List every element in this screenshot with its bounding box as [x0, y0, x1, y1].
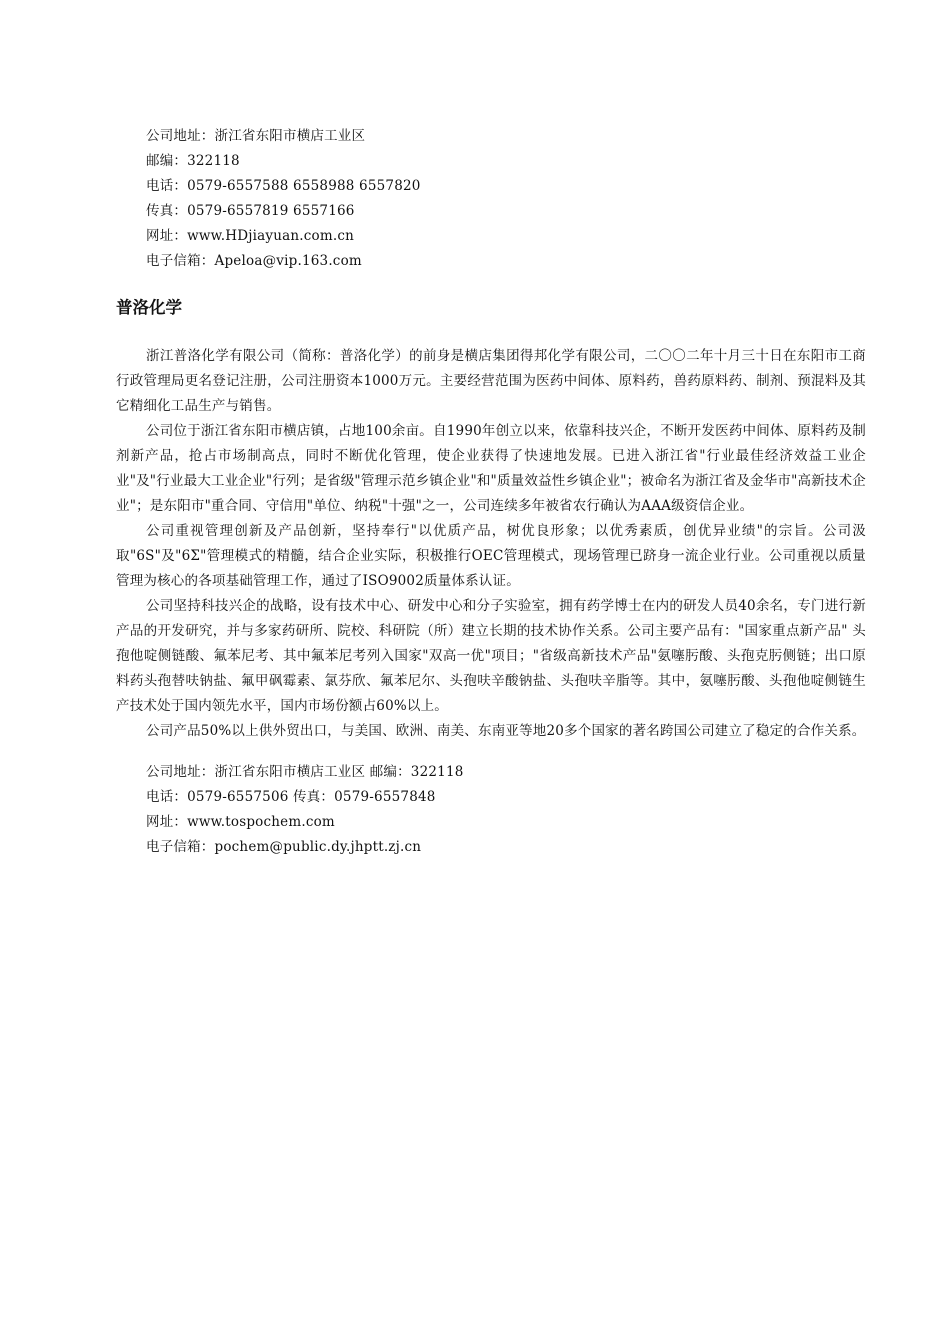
paragraph: 公司重视管理创新及产品创新，坚持奉行"以优质产品，树优良形象；以优秀素质，创优异业绩"的宗旨。公司汲取"6S"及"6Σ"管理模式的精髓，结合企业实际，积极推行OEC管理模式，现场管理已跻身一流企业行业。公司重视以质量管理为核心的各项基础管理工作，通过了ISO9002质量体系认证。: [116, 523, 866, 589]
postcode: 邮编：322118: [146, 153, 240, 169]
phone: 电话：0579-6557588 6558988 6557820: [146, 178, 421, 194]
company-address-postcode: 公司地址：浙江省东阳市横店工业区 邮编：322118: [146, 764, 464, 780]
paragraph: 公司产品50%以上供外贸出口，与美国、欧洲、南美、东南亚等地20多个国家的著名跨国公司建立了稳定的合作关系。: [146, 723, 866, 739]
fax: 传真：0579-6557819 6557166: [146, 203, 355, 219]
website: 网址：www.tospochem.com: [146, 814, 335, 830]
email: 电子信箱：Apeloa@vip.163.com: [146, 253, 362, 269]
section-title: 普洛化学: [116, 298, 182, 317]
paragraph: 公司位于浙江省东阳市横店镇，占地100余亩。自1990年创立以来，依靠科技兴企，不断开发医药中间体、原料药及制剂新产品，抢占市场制高点，同时不断优化管理，使企业获得了快速地发展。已进入浙江省"行业最佳经济效益工业企业"及"行业最大工业企业"行列；是省级"管理示范乡镇企业"和"质量效益性乡镇企业"；被命名为浙江省及金华市"高新技术企业"；是东阳市"重合同、守信用"单位、纳税"十强"之一，公司连续多年被省农行确认为AAA级资信企业。: [116, 423, 866, 514]
paragraph: 公司坚持科技兴企的战略，设有技术中心、研发中心和分子实验室，拥有药学博士在内的研发人员40余名，专门进行新产品的开发研究，并与多家药研所、院校、科研院（所）建立长期的技术协作关系。公司主要产品有："国家重点新产品" 头孢他啶侧链酸、氟苯尼考、其中氟苯尼考列入国家"双高一优"项目；"省级高新技术产品"氨噻肟酸、头孢克肟侧链；出口原料药头孢替呋钠盐、氟甲砜霉素、氯芬欣、氟苯尼尔、头孢呋辛酸钠盐、头孢呋辛脂等。其中，氨噻肟酸、头孢他啶侧链生产技术处于国内领先水平，国内市场份额占60%以上。: [116, 598, 866, 714]
phone-fax: 电话：0579-6557506 传真：0579-6557848: [146, 789, 436, 805]
contact-block-pochem: [116, 760, 866, 860]
document-page: [116, 124, 866, 860]
company-description: [116, 344, 866, 744]
website: 网址：www.HDjiayuan.com.cn: [146, 228, 354, 244]
company-address: 公司地址：浙江省东阳市横店工业区: [146, 128, 366, 144]
contact-block-hengdian: [116, 124, 866, 274]
paragraph: 浙江普洛化学有限公司（简称：普洛化学）的前身是横店集团得邦化学有限公司，二〇〇二年十月三十日在东阳市工商行政管理局更名登记注册，公司注册资本1000万元。主要经营范围为医药中间体、原料药，兽药原料药、制剂、预混料及其它精细化工品生产与销售。: [116, 348, 866, 414]
email: 电子信箱：pochem@public.dy.jhptt.zj.cn: [146, 839, 422, 855]
